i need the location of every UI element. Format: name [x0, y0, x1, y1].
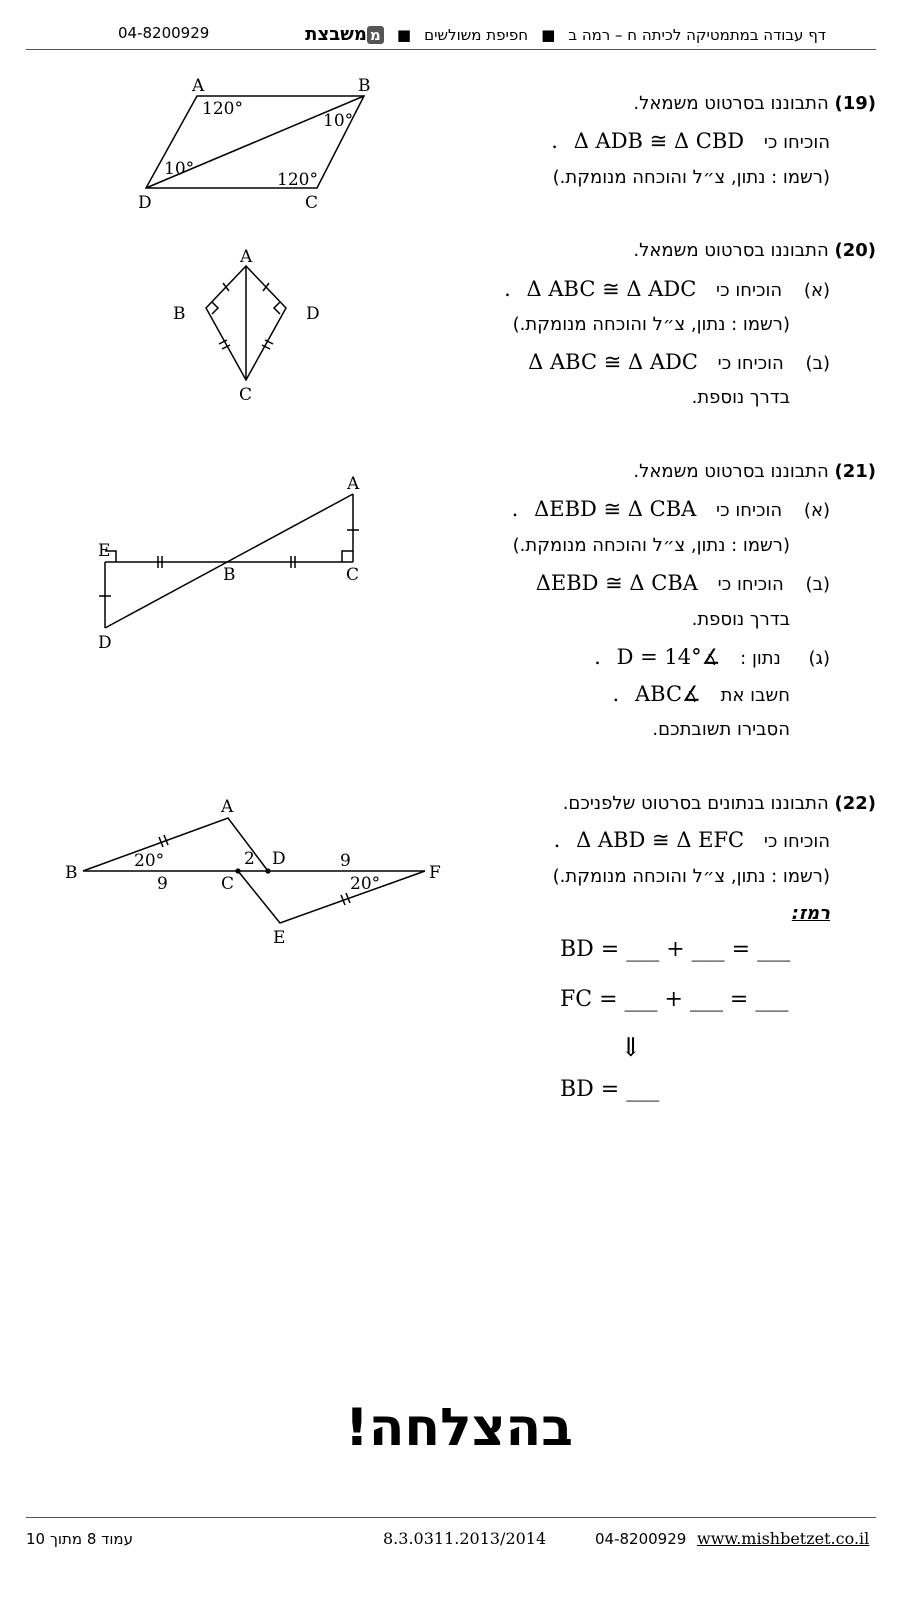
- q22-hint-arrow: ⇓: [620, 1033, 642, 1063]
- good-luck: בהצלחה!: [344, 1398, 573, 1458]
- q22-intro-line: [563, 793, 876, 814]
- q21-a-line: [512, 497, 830, 521]
- q22-hint-fc: FC = ___ + ___ = ___: [560, 987, 789, 1012]
- q22-note: (רשמו : נתון, צ״ל והוכחה מנומקת.): [552, 866, 830, 887]
- q21-figure: [85, 470, 385, 660]
- header-title: דף עבודה במתמטיקה לכיתה ח – רמה ב: [568, 26, 826, 44]
- q19-angle-d: 10°: [164, 159, 195, 179]
- q20-b-word: הוכיחו כי: [717, 353, 784, 374]
- q21-label-b: B: [223, 565, 236, 585]
- q19-prove-word: הוכיחו כי: [763, 132, 830, 153]
- q21-number: (21): [834, 461, 876, 482]
- header-rule: [26, 49, 876, 50]
- q19-angle-a: 120°: [202, 99, 243, 119]
- header-topic: חפיפת משולשים: [424, 26, 528, 44]
- q21-a-expr: ΔEBD ≅ Δ CBA: [534, 497, 697, 521]
- q22-label-b: B: [65, 863, 78, 883]
- header-bullet: ■: [541, 26, 556, 44]
- q20-note: (רשמו : נתון, צ״ל והוכחה מנומקת.): [512, 314, 790, 335]
- q19-angle-b: 10°: [323, 111, 354, 131]
- q21-label-a: A: [347, 474, 360, 494]
- q19-label-a: A: [192, 76, 205, 96]
- q20-a-period: .: [504, 277, 511, 301]
- q19-angle-c: 120°: [277, 170, 318, 190]
- q22-label-f: F: [429, 863, 441, 883]
- q22-hint-label: רמז:: [791, 903, 830, 924]
- q21-calc-line: [613, 682, 790, 706]
- q21-c-explain: הסבירו תשובתכם.: [652, 719, 790, 740]
- q22-point-c: [235, 868, 240, 873]
- q22-angle-b: 20°: [134, 851, 165, 871]
- q19-label-c: C: [305, 193, 319, 213]
- header-logo: [305, 24, 384, 45]
- footer-rule: [26, 1517, 876, 1518]
- q22-label-e: E: [273, 928, 286, 948]
- q20-b-line2: בדרך נוספת.: [691, 387, 790, 408]
- q21-a-word: הוכיחו כי: [716, 500, 783, 521]
- q21-c-expr: ∡D = 14°: [616, 645, 721, 669]
- q22-figure: [60, 790, 450, 950]
- q19-period: .: [551, 129, 558, 153]
- q21-b-line2: בדרך נוספת.: [691, 609, 790, 630]
- q21-label-e: E: [98, 541, 111, 561]
- q20-label-b: B: [173, 304, 186, 324]
- q20-b-label: (ב): [805, 353, 830, 374]
- q20-b-expr: Δ ABC ≅ Δ ADC: [528, 350, 698, 374]
- q22-triangle-efc: [238, 871, 425, 923]
- q22-prove-line: [554, 828, 830, 852]
- q20-label-a: A: [240, 247, 253, 267]
- q22-period: .: [553, 828, 561, 852]
- q21-label-d: D: [98, 633, 112, 653]
- q20-figure: [160, 240, 340, 410]
- q21-c-period-2: .: [612, 682, 620, 706]
- q19-intro-line: [633, 93, 876, 114]
- q22-length-bc: 9: [157, 874, 168, 894]
- q19-figure: [130, 70, 390, 220]
- footer-code: 8.3.0311.2013/2014: [383, 1529, 547, 1548]
- q20-label-d: D: [306, 304, 320, 324]
- q19-label-b: B: [358, 76, 371, 96]
- q21-label-c: C: [346, 565, 360, 585]
- q21-b-label: (ב): [805, 574, 830, 595]
- q19-label-d: D: [138, 193, 152, 213]
- q19-note: (רשמו : נתון, צ״ל והוכחה מנומקת.): [552, 167, 830, 188]
- q21-c-line: [594, 645, 830, 669]
- q20-a-word: הוכיחו כי: [716, 280, 783, 301]
- footer-page: עמוד 8 מתוך 10: [26, 1530, 133, 1548]
- q21-c-period: .: [594, 645, 601, 669]
- q21-intro-line: [633, 461, 876, 482]
- header-bullet-2: ■: [396, 26, 412, 44]
- q20-b-line: [528, 350, 830, 374]
- logo-box: מ: [367, 26, 384, 44]
- page-header: [305, 24, 826, 45]
- q22-prove-word: הוכיחו כי: [763, 831, 830, 852]
- q21-a-period: .: [511, 497, 519, 521]
- header-phone: 04-8200929: [118, 24, 210, 42]
- q21-b-word: הוכיחו כי: [717, 574, 784, 595]
- q22-point-d: [265, 868, 270, 873]
- q20-right-angle-b: [212, 302, 218, 314]
- logo-text: משבצת: [305, 24, 367, 45]
- q21-note: (רשמו : נתון, צ״ל והוכחה מנומקת.): [512, 535, 790, 556]
- q20-right-angle-d: [274, 302, 280, 314]
- q22-hint-bd: BD = ___ + ___ = ___: [560, 937, 791, 962]
- q20-a-expr: Δ ABC ≅ Δ ADC: [526, 277, 697, 301]
- q21-c-given: נתון :: [740, 648, 781, 669]
- q22-triangle-abd: [83, 818, 268, 871]
- q22-number: (22): [834, 793, 876, 814]
- q22-length-cd: 2: [244, 849, 255, 869]
- q21-b-line: [536, 571, 830, 595]
- q22-label-c: C: [221, 874, 235, 894]
- q22-prove-expr: Δ ABD ≅ Δ EFC: [576, 828, 745, 852]
- q20-intro-line: [633, 240, 876, 261]
- q21-right-angle-c: [342, 551, 353, 562]
- q21-b-expr: ΔEBD ≅ Δ CBA: [535, 571, 698, 595]
- q22-angle-f: 20°: [350, 874, 381, 894]
- q19-intro: התבוננו בסרטוט משמאל.: [633, 93, 829, 114]
- q22-intro: התבוננו בנתונים בסרטוט שלפניכם.: [562, 793, 829, 814]
- q19-prove-line: [551, 129, 830, 153]
- q20-label-c: C: [239, 385, 253, 405]
- q19-number: (19): [834, 93, 876, 114]
- q21-line-da: [105, 494, 353, 628]
- q22-label-a: A: [221, 797, 234, 817]
- footer-url[interactable]: www.mishbetzet.co.il: [697, 1529, 870, 1548]
- q20-number: (20): [834, 240, 876, 261]
- q21-c-expr2: ∡ABC: [634, 682, 701, 706]
- q19-prove-expr: Δ ADB ≅ Δ CBD: [573, 129, 745, 153]
- q22-hint-bd2: BD = ___: [560, 1077, 660, 1102]
- q20-intro: התבוננו בסרטוט משמאל.: [633, 240, 829, 261]
- q20-a-line: [504, 277, 830, 301]
- footer-phone: 04-8200929: [595, 1530, 687, 1548]
- q20-a-label: (א): [803, 280, 830, 301]
- q22-length-df: 9: [340, 851, 351, 871]
- q22-label-d: D: [272, 849, 286, 869]
- q21-intro: התבוננו בסרטוט משמאל.: [633, 461, 829, 482]
- q21-a-label: (א): [803, 500, 830, 521]
- q21-c-calc: חשבו את: [720, 685, 790, 706]
- q21-c-label: (ג): [808, 648, 830, 669]
